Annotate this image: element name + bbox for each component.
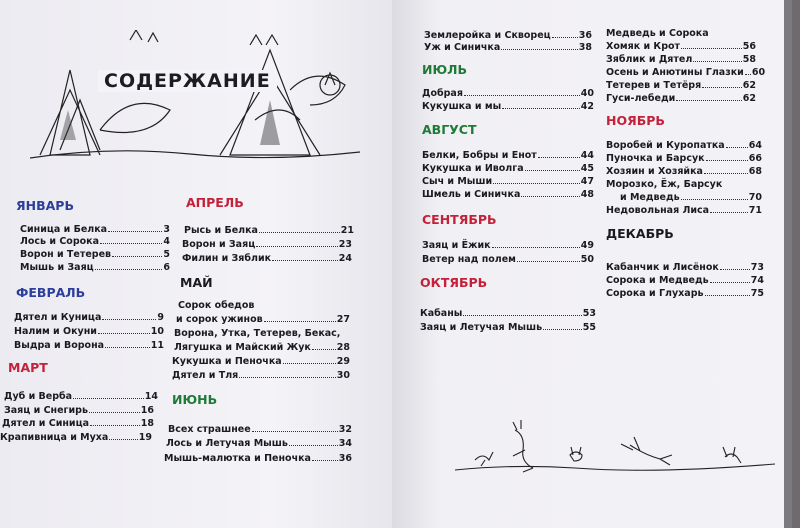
toc-entry[interactable]: Ветер над полем 50 xyxy=(422,254,594,265)
toc-entry[interactable]: Дятел и Тля 30 xyxy=(172,370,350,381)
month-heading-july: ИЮЛЬ xyxy=(422,62,468,77)
toc-entry[interactable]: Ворон и Тетерев 5 xyxy=(20,249,170,260)
page-title: СОДЕРЖАНИЕ xyxy=(98,70,277,92)
toc-entry[interactable]: Хозяин и Хозяйка 68 xyxy=(606,166,762,177)
toc-entry[interactable]: Выдра и Ворона 11 xyxy=(14,340,164,351)
book-edge xyxy=(784,0,792,528)
toc-entry[interactable]: Добрая 40 xyxy=(422,88,594,99)
toc-entry[interactable]: Гуси-лебеди 62 xyxy=(606,93,756,104)
month-heading-october: ОКТЯБРЬ xyxy=(420,275,488,290)
toc-entry[interactable]: Сыч и Мыши 47 xyxy=(422,176,594,187)
month-heading-september: СЕНТЯБРЬ xyxy=(422,212,497,227)
toc-entry[interactable]: Медведь и Сорока xyxy=(606,28,709,39)
toc-entry[interactable]: Рысь и Белка 21 xyxy=(184,225,354,236)
toc-entry[interactable]: Кабанчик и Лисёнок 73 xyxy=(606,262,764,273)
toc-entry[interactable]: Шмель и Синичка 48 xyxy=(422,189,594,200)
toc-entry[interactable]: Кукушка и мы 42 xyxy=(422,101,594,112)
toc-entry[interactable]: Белки, Бобры и Енот 44 xyxy=(422,150,594,161)
toc-entry[interactable]: Кукушка и Иволга 45 xyxy=(422,163,594,174)
toc-entry[interactable]: Лось и Сорока 4 xyxy=(20,236,170,247)
hares-in-snow-illustration xyxy=(455,415,775,485)
toc-entry[interactable]: Ворона, Утка, Тетерев, Бекас, xyxy=(174,328,341,339)
toc-entry[interactable]: Дуб и Верба 14 xyxy=(4,391,158,402)
toc-entry[interactable]: Крапивница и Муха 19 xyxy=(0,432,152,443)
toc-entry[interactable]: Дятел и Куница 9 xyxy=(14,312,164,323)
toc-entry[interactable]: Кукушка и Пеночка 29 xyxy=(172,356,350,367)
month-heading-january: ЯНВАРЬ xyxy=(16,198,74,213)
left-page xyxy=(0,0,392,528)
toc-entry[interactable]: и сорок ужинов 27 xyxy=(176,314,350,325)
toc-entry[interactable]: Налим и Окуни 10 xyxy=(14,326,164,337)
month-heading-june: ИЮНЬ xyxy=(172,392,218,407)
toc-entry[interactable]: и Медведь 70 xyxy=(620,192,762,203)
toc-entry[interactable]: Заяц и Ёжик 49 xyxy=(422,240,594,251)
month-heading-march: МАРТ xyxy=(8,360,48,375)
month-heading-may: МАЙ xyxy=(180,275,213,290)
toc-entry[interactable]: Тетерев и Тетёря 62 xyxy=(606,80,756,91)
toc-entry[interactable]: Кабаны 53 xyxy=(420,308,596,319)
toc-entry[interactable]: Сорок обедов xyxy=(178,300,255,311)
toc-entry[interactable]: Осень и Анютины Глазки 60 xyxy=(606,67,766,78)
toc-entry[interactable]: Заяц и Снегирь 16 xyxy=(4,405,154,416)
toc-entry[interactable]: Недовольная Лиса 71 xyxy=(606,205,762,216)
month-heading-april: АПРЕЛЬ xyxy=(186,195,244,210)
toc-entry[interactable]: Зяблик и Дятел 58 xyxy=(606,54,756,65)
toc-entry[interactable]: Землеройка и Скворец 36 xyxy=(424,30,592,41)
toc-entry[interactable]: Хомяк и Крот 56 xyxy=(606,41,756,52)
toc-entry[interactable]: Синица и Белка 3 xyxy=(20,224,170,235)
toc-entry[interactable]: Лось и Летучая Мышь 34 xyxy=(166,438,352,449)
toc-entry[interactable]: Морозко, Ёж, Барсук xyxy=(606,179,723,190)
month-heading-february: ФЕВРАЛЬ xyxy=(16,285,86,300)
toc-entry[interactable]: Воробей и Куропатка 64 xyxy=(606,140,762,151)
toc-entry[interactable]: Ворон и Заяц 23 xyxy=(182,239,352,250)
month-heading-november: НОЯБРЬ xyxy=(606,113,665,128)
toc-entry[interactable]: Филин и Зяблик 24 xyxy=(182,253,352,264)
toc-entry[interactable]: Всех страшнее 32 xyxy=(168,424,352,435)
toc-entry[interactable]: Лягушка и Майский Жук 28 xyxy=(174,342,350,353)
toc-entry[interactable]: Сорока и Медведь 74 xyxy=(606,275,764,286)
toc-entry[interactable]: Дятел и Синица 18 xyxy=(2,418,154,429)
toc-entry[interactable]: Уж и Синичка 38 xyxy=(424,42,592,53)
month-heading-december: ДЕКАБРЬ xyxy=(606,226,674,241)
toc-entry[interactable]: Пуночка и Барсук 66 xyxy=(606,153,762,164)
toc-entry[interactable]: Сорока и Глухарь 75 xyxy=(606,288,764,299)
toc-entry[interactable]: Заяц и Летучая Мышь 55 xyxy=(420,322,596,333)
month-heading-august: АВГУСТ xyxy=(422,122,477,137)
winter-forest-illustration xyxy=(30,30,360,160)
toc-entry[interactable]: Мышь и Заяц 6 xyxy=(20,262,170,273)
toc-entry[interactable]: Мышь-малютка и Пеночка 36 xyxy=(164,453,352,464)
